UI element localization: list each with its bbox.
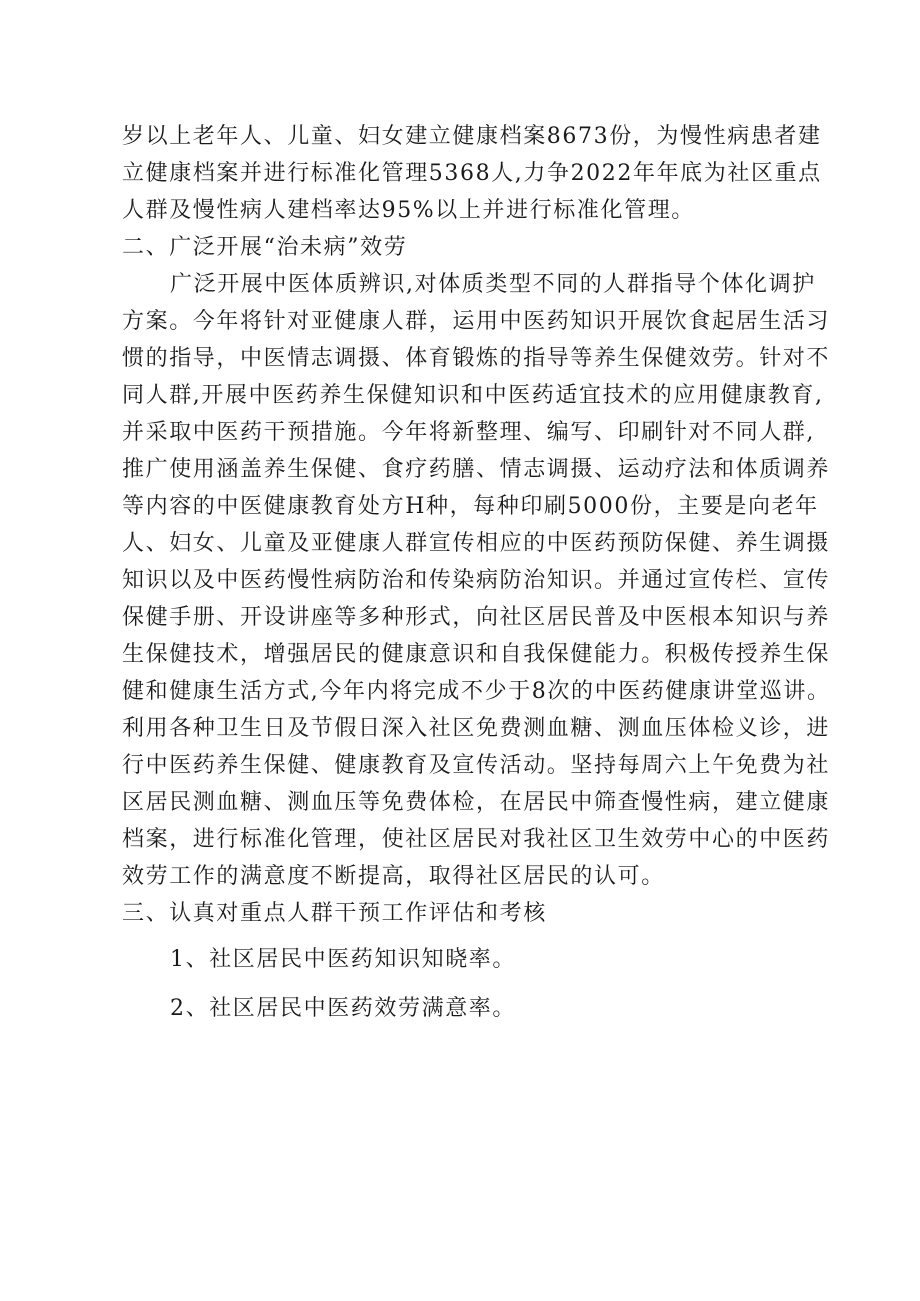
paragraph-line: 广泛开展中医体质辨识,对体质类型不同的人群指导个体化调护 — [170, 272, 816, 297]
paragraph-line: 立健康档案并进行标准化管理5368人,力争2022年年底为社区重点 — [122, 161, 822, 186]
paragraph-line: 同人群,开展中医药养生保健知识和中医药适宜技术的应用健康教育, — [122, 383, 824, 408]
paragraph-line: 保健手册、开设讲座等多种形式，向社区居民普及中医根本知识与养 — [122, 605, 831, 630]
list-item: 1、社区居民中医药知识知晓率。 — [170, 947, 516, 972]
paragraph-line: 区居民测血糖、测血压等免费体检，在居民中筛查慢性病，建立健康 — [122, 790, 831, 815]
paragraph-line: 档案，进行标准化管理，使社区居民对我社区卫生效劳中心的中医药 — [122, 827, 831, 852]
paragraph-line: 等内容的中医健康教育处方H种，每种印刷5000份，主要是向老年 — [122, 494, 819, 519]
paragraph-line: 利用各种卫生日及节假日深入社区免费测血糖、测血压体检义诊，进 — [122, 716, 831, 741]
paragraph-line: 生保健技术，增强居民的健康意识和自我保健能力。积极传授养生保 — [122, 642, 831, 667]
paragraph-line: 惯的指导，中医情志调摄、体育锻炼的指导等养生保健效劳。针对不 — [122, 346, 831, 371]
section-heading: 二、广泛开展“治未病”效劳 — [122, 235, 408, 260]
paragraph-line: 人群及慢性病人建档率达95%以上并进行标准化管理。 — [122, 198, 695, 223]
paragraph-line: 方案。今年将针对亚健康人群，运用中医药知识开展饮食起居生活习 — [122, 309, 831, 334]
paragraph-line: 人、妇女、儿童及亚健康人群宣传相应的中医药预防保健、养生调摄 — [122, 531, 831, 556]
list-item: 2、社区居民中医药效劳满意率。 — [170, 996, 516, 1021]
paragraph-line: 行中医药养生保健、健康教育及宣传活动。坚持每周六上午免费为社 — [122, 753, 831, 778]
paragraph-line: 岁以上老年人、儿童、妇女建立健康档案8673份，为慢性病患者建 — [122, 124, 822, 149]
paragraph-line: 推广使用涵盖养生保健、食疗药膳、情志调摄、运动疗法和体质调养 — [122, 457, 831, 482]
paragraph-line: 健和健康生活方式,今年内将完成不少于8次的中医药健康讲堂巡讲。 — [122, 679, 831, 704]
paragraph-line: 知识以及中医药慢性病防治和传染病防治知识。并通过宣传栏、宣传 — [122, 568, 831, 593]
document-body — [122, 118, 831, 1027]
section-heading: 三、认真对重点人群干预工作评估和考核 — [122, 901, 547, 926]
paragraph-line: 并采取中医药干预措施。今年将新整理、编写、印刷针对不同人群, — [122, 420, 815, 445]
paragraph-line: 效劳工作的满意度不断提高，取得社区居民的认可。 — [122, 864, 665, 889]
